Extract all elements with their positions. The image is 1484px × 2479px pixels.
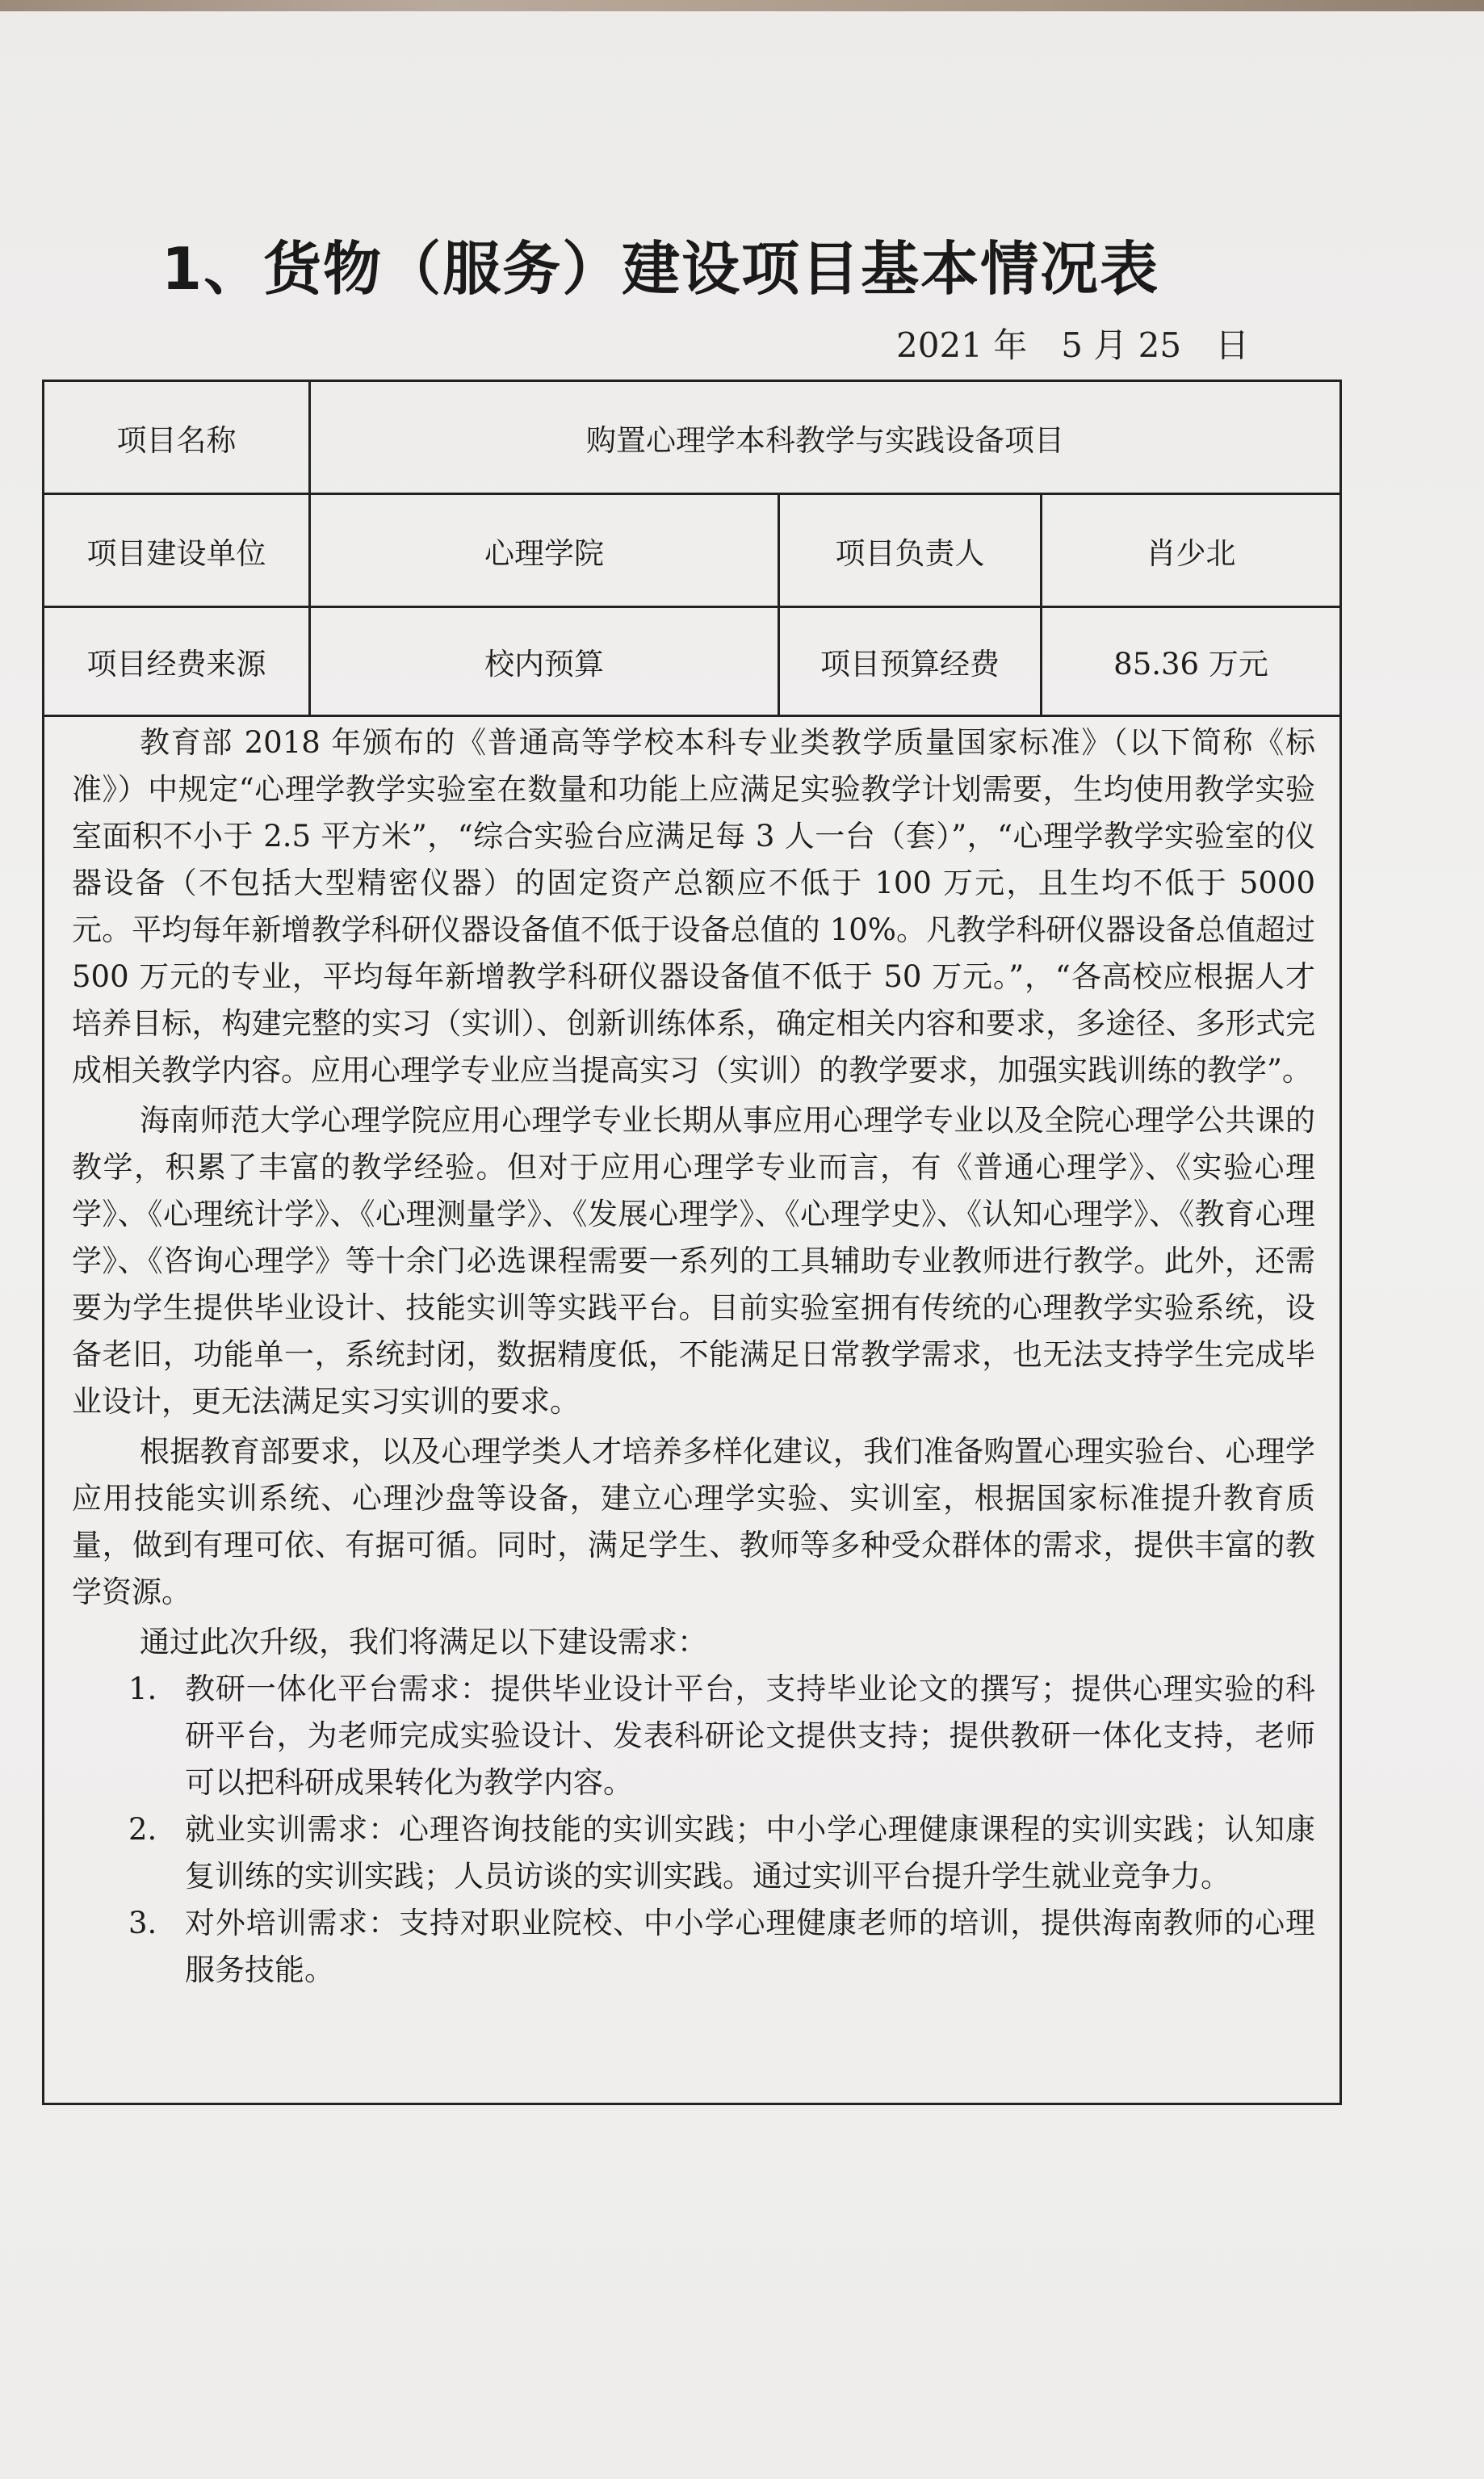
funding-source-label: 项目经费来源: [86, 647, 266, 682]
description-paragraph: 教育部 2018 年颁布的《普通高等学校本科专业类教学质量国家标准》（以下简称《标准》）中规定“心理学教学实验室在数量和功能上应满足实验教学计划需要，生均使用教学实验室面积不小于 2.5 平方米”，“综合实验台应满足每 3 人一台（套）”，“心理学教学实验室的仪器设备（不包括大型精密仪器）的固定资产总额应不低于 100 万元，且生均不低于 5000 元。平均每年新增教学科研仪器设备值不低于设备总值的 10%。凡教学科研仪器设备总值超过 500 万元的专业，平均每年新增教学科研仪器设备值不低于 50 万元。”，“各高校应根据人才培养目标，构建完整的实习（实训）、创新训练体系，确定相关内容和要求，多途径、多形式完成相关教学内容。应用心理学专业应当提高实习（实训）的教学要求，加强实践训练的教学”。: [72, 725, 1315, 1088]
list-item: [72, 1900, 1315, 1994]
budget-label: 项目预算经费: [820, 647, 1000, 682]
list-item-number: 1.: [128, 1672, 157, 1706]
project-leader-value: 肖少北: [1146, 535, 1236, 571]
project-info-table: [42, 380, 1342, 2105]
requirements-lead: 通过此次升级，我们将满足以下建设需求：: [140, 1625, 707, 1659]
description-paragraph: 海南师范大学心理学院应用心理学专业长期从事应用心理学专业以及全院心理学公共课的教学，积累了丰富的教学经验。但对于应用心理学专业而言，有《普通心理学》、《实验心理学》、《心理统计学》、《心理测量学》、《发展心理学》、《心理学史》、《认知心理学》、《教育心理学》、《咨询心理学》等十余门必选课程需要一系列的工具辅助专业教师进行教学。此外，还需要为学生提供毕业设计、技能实训等实践平台。目前实验室拥有传统的心理教学实验系统，设备老旧，功能单一，系统封闭，数据精度低，不能满足日常教学需求，也无法支持学生完成毕业设计，更无法满足实习实训的要求。: [72, 1103, 1315, 1419]
page-top-edge: [0, 0, 1484, 11]
requirements-list: [72, 1666, 1315, 1994]
project-description: [72, 719, 1315, 1994]
construction-unit-label: 项目建设单位: [86, 535, 266, 571]
document-date: 2021 年 5 月 25 日: [896, 325, 1250, 365]
project-name-value: 购置心理学本科教学与实践设备项目: [586, 422, 1064, 458]
description-paragraph: 根据教育部要求，以及心理学类人才培养多样化建议，我们准备购置心理实验台、心理学应用技能实训系统、心理沙盘等设备，建立心理学实验、实训室，根据国家标准提升教育质量，做到有理可依、有据可循。同时，满足学生、教师等多种受众群体的需求，提供丰富的教学资源。: [72, 1434, 1315, 1609]
list-item-number: 3.: [128, 1906, 157, 1940]
list-item-text: 对外培训需求：支持对职业院校、中小学心理健康老师的培训，提供海南教师的心理服务技能。: [185, 1906, 1315, 1987]
list-item: [72, 1806, 1315, 1900]
table-rule: [44, 715, 1339, 717]
funding-source-value: 校内预算: [484, 647, 604, 682]
project-leader-label: 项目负责人: [835, 535, 985, 571]
list-item-text: 教研一体化平台需求：提供毕业设计平台，支持毕业论文的撰写；提供心理实验的科研平台，为老师完成实验设计、发表科研论文提供支持；提供教研一体化支持，老师可以把科研成果转化为教学内容。: [185, 1672, 1315, 1800]
budget-value: 85.36 万元: [1113, 647, 1268, 682]
document-title: 1、货物（服务）建设项目基本情况表: [161, 235, 1160, 303]
list-item-text: 就业实训需求：心理咨询技能的实训实践；中小学心理健康课程的实训实践；认知康复训练的实训实践；人员访谈的实训实践。通过实训平台提升学生就业竞争力。: [185, 1812, 1315, 1894]
project-name-label: 项目名称: [116, 422, 237, 458]
list-item: [72, 1666, 1315, 1806]
list-item-number: 2.: [128, 1812, 157, 1847]
construction-unit-value: 心理学院: [484, 535, 604, 571]
